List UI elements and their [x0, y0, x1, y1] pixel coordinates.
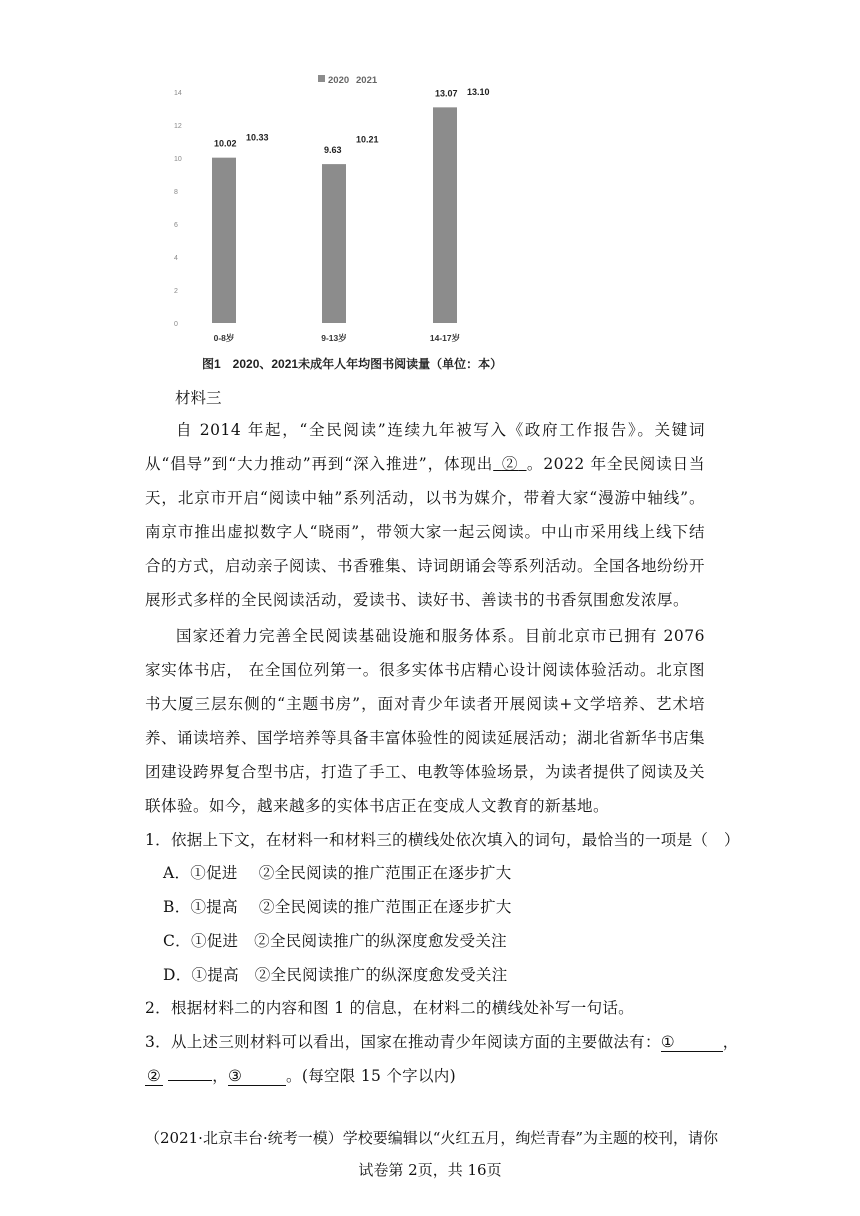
answer-blank-3[interactable]: ③ — [228, 1068, 286, 1086]
question-3-stem: 3．从上述三则材料可以看出，国家在推动青少年阅读方面的主要做法有： — [145, 1033, 661, 1051]
y-tick-3: 6 — [174, 222, 178, 229]
chart-caption: 图1 2020、2021未成年人年均图书阅读量（单位：本） — [202, 357, 503, 371]
value-label-2021-1: 10.21 — [356, 134, 379, 145]
bar-chart — [160, 62, 520, 382]
legend-swatch-2020 — [318, 75, 325, 82]
question-1-option-b[interactable]: B．①提高 ②全民阅读的推广范围正在逐步扩大 — [163, 898, 512, 916]
material-three-paragraph-1 — [145, 413, 705, 617]
x-tick-0: 0-8岁 — [213, 333, 235, 343]
y-tick-4: 8 — [174, 189, 178, 196]
value-label-2021-2: 13.10 — [467, 86, 490, 97]
value-label-2020-1: 9.63 — [324, 145, 342, 156]
material-three-heading: 材料三 — [175, 389, 222, 407]
question-1-option-a[interactable]: A．①促进 ②全民阅读的推广范围正在逐步扩大 — [163, 864, 512, 882]
paragraph-1-part-b: 。2022 年全民阅读日当天，北京市开启“阅读中轴”系列活动，以书为媒介，带着大家“漫游中轴线”。南京市推出虚拟数字人“晓雨”，带领大家一起云阅读。中山市采用线上线下结合的方式，启动亲子阅读、书香雅集、诗词朗诵会等系列活动。全国各地纷纷开展形式多样的全民阅读活动，爱读书、读好书、善读书的书香氛围愈发浓厚。 — [145, 455, 706, 609]
bar-2020-0 — [212, 158, 236, 323]
y-tick-0: 0 — [174, 321, 178, 328]
bar-2020-2 — [433, 107, 457, 323]
separator: ， — [212, 1067, 229, 1085]
question-1-option-d[interactable]: D．①提高 ②全民阅读推广的纵深度愈发受关注 — [163, 966, 508, 984]
page-number: 试卷第 2页，共 16页 — [358, 1161, 502, 1179]
separator: ， — [722, 1033, 739, 1051]
question-1-option-c[interactable]: C．①促进 ②全民阅读推广的纵深度愈发受关注 — [163, 932, 507, 950]
value-label-2020-0: 10.02 — [214, 138, 237, 149]
blank-2: ② — [501, 455, 519, 473]
y-tick-6: 12 — [174, 123, 182, 130]
question-3-line-1 — [145, 1030, 739, 1052]
question-2-stem: 2．根据材料二的内容和图 1 的信息，在材料二的横线处补写一句话。 — [145, 999, 634, 1017]
value-label-2020-2: 13.07 — [435, 88, 458, 99]
y-tick-5: 10 — [174, 156, 182, 163]
bar-2020-1 — [322, 164, 346, 323]
x-tick-1: 9-13岁 — [321, 333, 347, 343]
source-line: （2021·北京丰台·统考一模）学校要编辑以“火红五月，绚烂青春”为主题的校刊，请你 — [145, 1129, 719, 1147]
legend-label-2020: 2020 — [328, 75, 350, 86]
value-label-2021-0: 10.33 — [246, 132, 269, 143]
question-3-line-2 — [145, 1063, 456, 1086]
y-axis-ticks — [174, 90, 182, 328]
x-tick-2: 14-17岁 — [429, 333, 461, 343]
legend — [318, 75, 378, 86]
question-3-tail: 。(每空限 15 个字以内) — [286, 1067, 456, 1085]
x-axis-labels — [214, 333, 461, 343]
y-tick-7: 14 — [174, 90, 182, 97]
legend-label-2021: 2021 — [356, 75, 378, 86]
y-tick-1: 2 — [174, 288, 178, 295]
y-tick-2: 4 — [174, 255, 178, 262]
question-1-stem: 1．依据上下文，在材料一和材料三的横线处依次填入的词句，最恰当的一项是（ ） — [145, 831, 740, 849]
answer-blank-2[interactable] — [168, 1063, 212, 1081]
paragraph-1-part-a: 自 2014 年起，“全民阅读”连续九年被写入《政府工作报告》。关键词从“倡导”到“大力推动”再到“深入推进”，体现出 — [145, 421, 705, 473]
answer-blank-1[interactable]: ① — [661, 1034, 723, 1052]
answer-blank-2-label: ② — [146, 1067, 162, 1085]
material-three-paragraph-2: 国家还着力完善全民阅读基础设施和服务体系。目前北京市已拥有 2076 家实体书店， 在全国位列第一。很多实体书店精心设计阅读体验活动。北京图书大厦三层东侧的“主题书房”，面对青少年读者开展阅读+文学培养、艺术培养、诵读培养、国学培养等具备丰富体验性的阅读延展活动；湖北省新华书店集团建设跨界复合型书店，打造了手工、电教等体验场景，为读者提供了阅读及关联体验。如今，越来越多的实体书店正在变成人文教育的新基地。 — [145, 627, 706, 815]
